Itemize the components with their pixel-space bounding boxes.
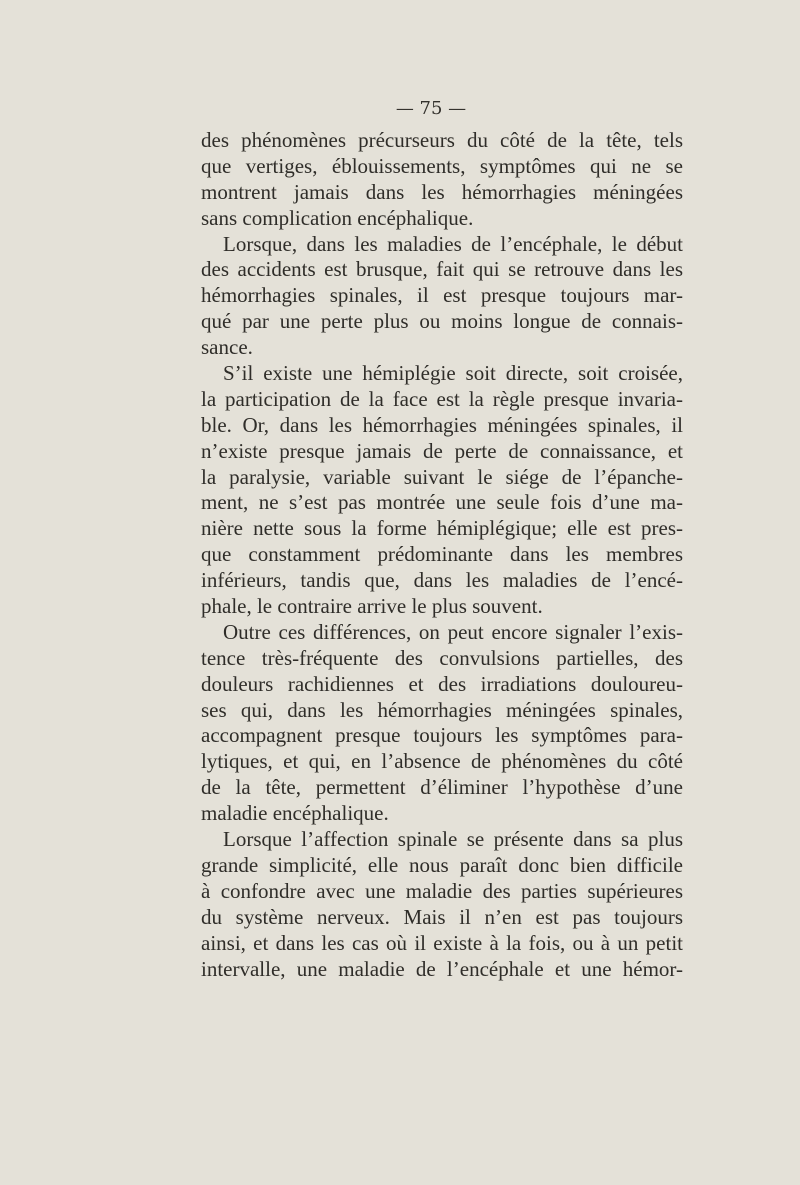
text-line: de la tête, permettent d’éliminer l’hypothèse d’une — [201, 775, 683, 800]
text-line: S’il existe une hémiplégie soit directe, soit croisée, — [223, 361, 683, 386]
text-line: qué par une perte plus ou moins longue de connais- — [201, 309, 683, 334]
text-line: maladie encéphalique. — [201, 801, 389, 826]
text-line: Lorsque l’affection spinale se présente dans sa plus — [223, 827, 683, 852]
text-line: que constamment prédominante dans les membres — [201, 542, 683, 567]
text-line: inférieurs, tandis que, dans les maladies de l’encé- — [201, 568, 683, 593]
text-line: des phénomènes précurseurs du côté de la tête, tels — [201, 128, 683, 152]
text-line: sance. — [201, 335, 253, 360]
text-line: tence très-fréquente des convulsions partielles, des — [201, 645, 683, 670]
page-number: — 75 — — [395, 98, 467, 119]
text-line: la participation de la face est la règle presque invaria- — [201, 386, 683, 411]
text-line: n’existe presque jamais de perte de connaissance, et — [201, 438, 683, 463]
text-line: ses qui, dans les hémorrhagies méningées spinales, — [201, 697, 683, 722]
text-line: du système nerveux. Mais il n’en est pas toujours — [201, 904, 683, 929]
text-line: montrent jamais dans les hémorrhagies méningées — [201, 179, 683, 204]
text-line: la paralysie, variable suivant le siége de l’épanche- — [201, 464, 683, 489]
text-line: intervalle, une maladie de l’encéphale et une hémor- — [201, 956, 683, 981]
text-line: sans complication encéphalique. — [201, 205, 474, 230]
text-line: à confondre avec une maladie des parties supérieures — [201, 878, 683, 903]
text-line: Lorsque, dans les maladies de l’encéphale, le début — [223, 231, 683, 256]
text-line: hémorrhagies spinales, il est presque toujours mar- — [201, 283, 683, 308]
text-line: ble. Or, dans les hémorrhagies méningées spinales, il — [201, 412, 683, 437]
text-line: ment, ne s’est pas montrée une seule fois d’une ma- — [201, 490, 683, 515]
text-line: que vertiges, éblouissements, symptômes qui ne se — [201, 153, 683, 178]
text-line: des accidents est brusque, fait qui se retrouve dans les — [201, 257, 683, 282]
text-line: ainsi, et dans les cas où il existe à la fois, ou à un petit — [201, 930, 683, 955]
text-line: phale, le contraire arrive le plus souvent. — [201, 594, 543, 619]
body-text — [201, 128, 683, 982]
text-line: grande simplicité, elle nous paraît donc bien difficile — [201, 852, 683, 877]
text-line: nière nette sous la forme hémiplégique; elle est pres- — [201, 516, 683, 541]
text-line: Outre ces différences, on peut encore signaler l’exis- — [223, 619, 683, 644]
text-line: lytiques, et qui, en l’absence de phénomènes du côté — [201, 749, 683, 774]
text-line: douleurs rachidiennes et des irradiations douloureu- — [201, 671, 683, 696]
text-line: accompagnent presque toujours les symptômes para- — [201, 723, 683, 748]
